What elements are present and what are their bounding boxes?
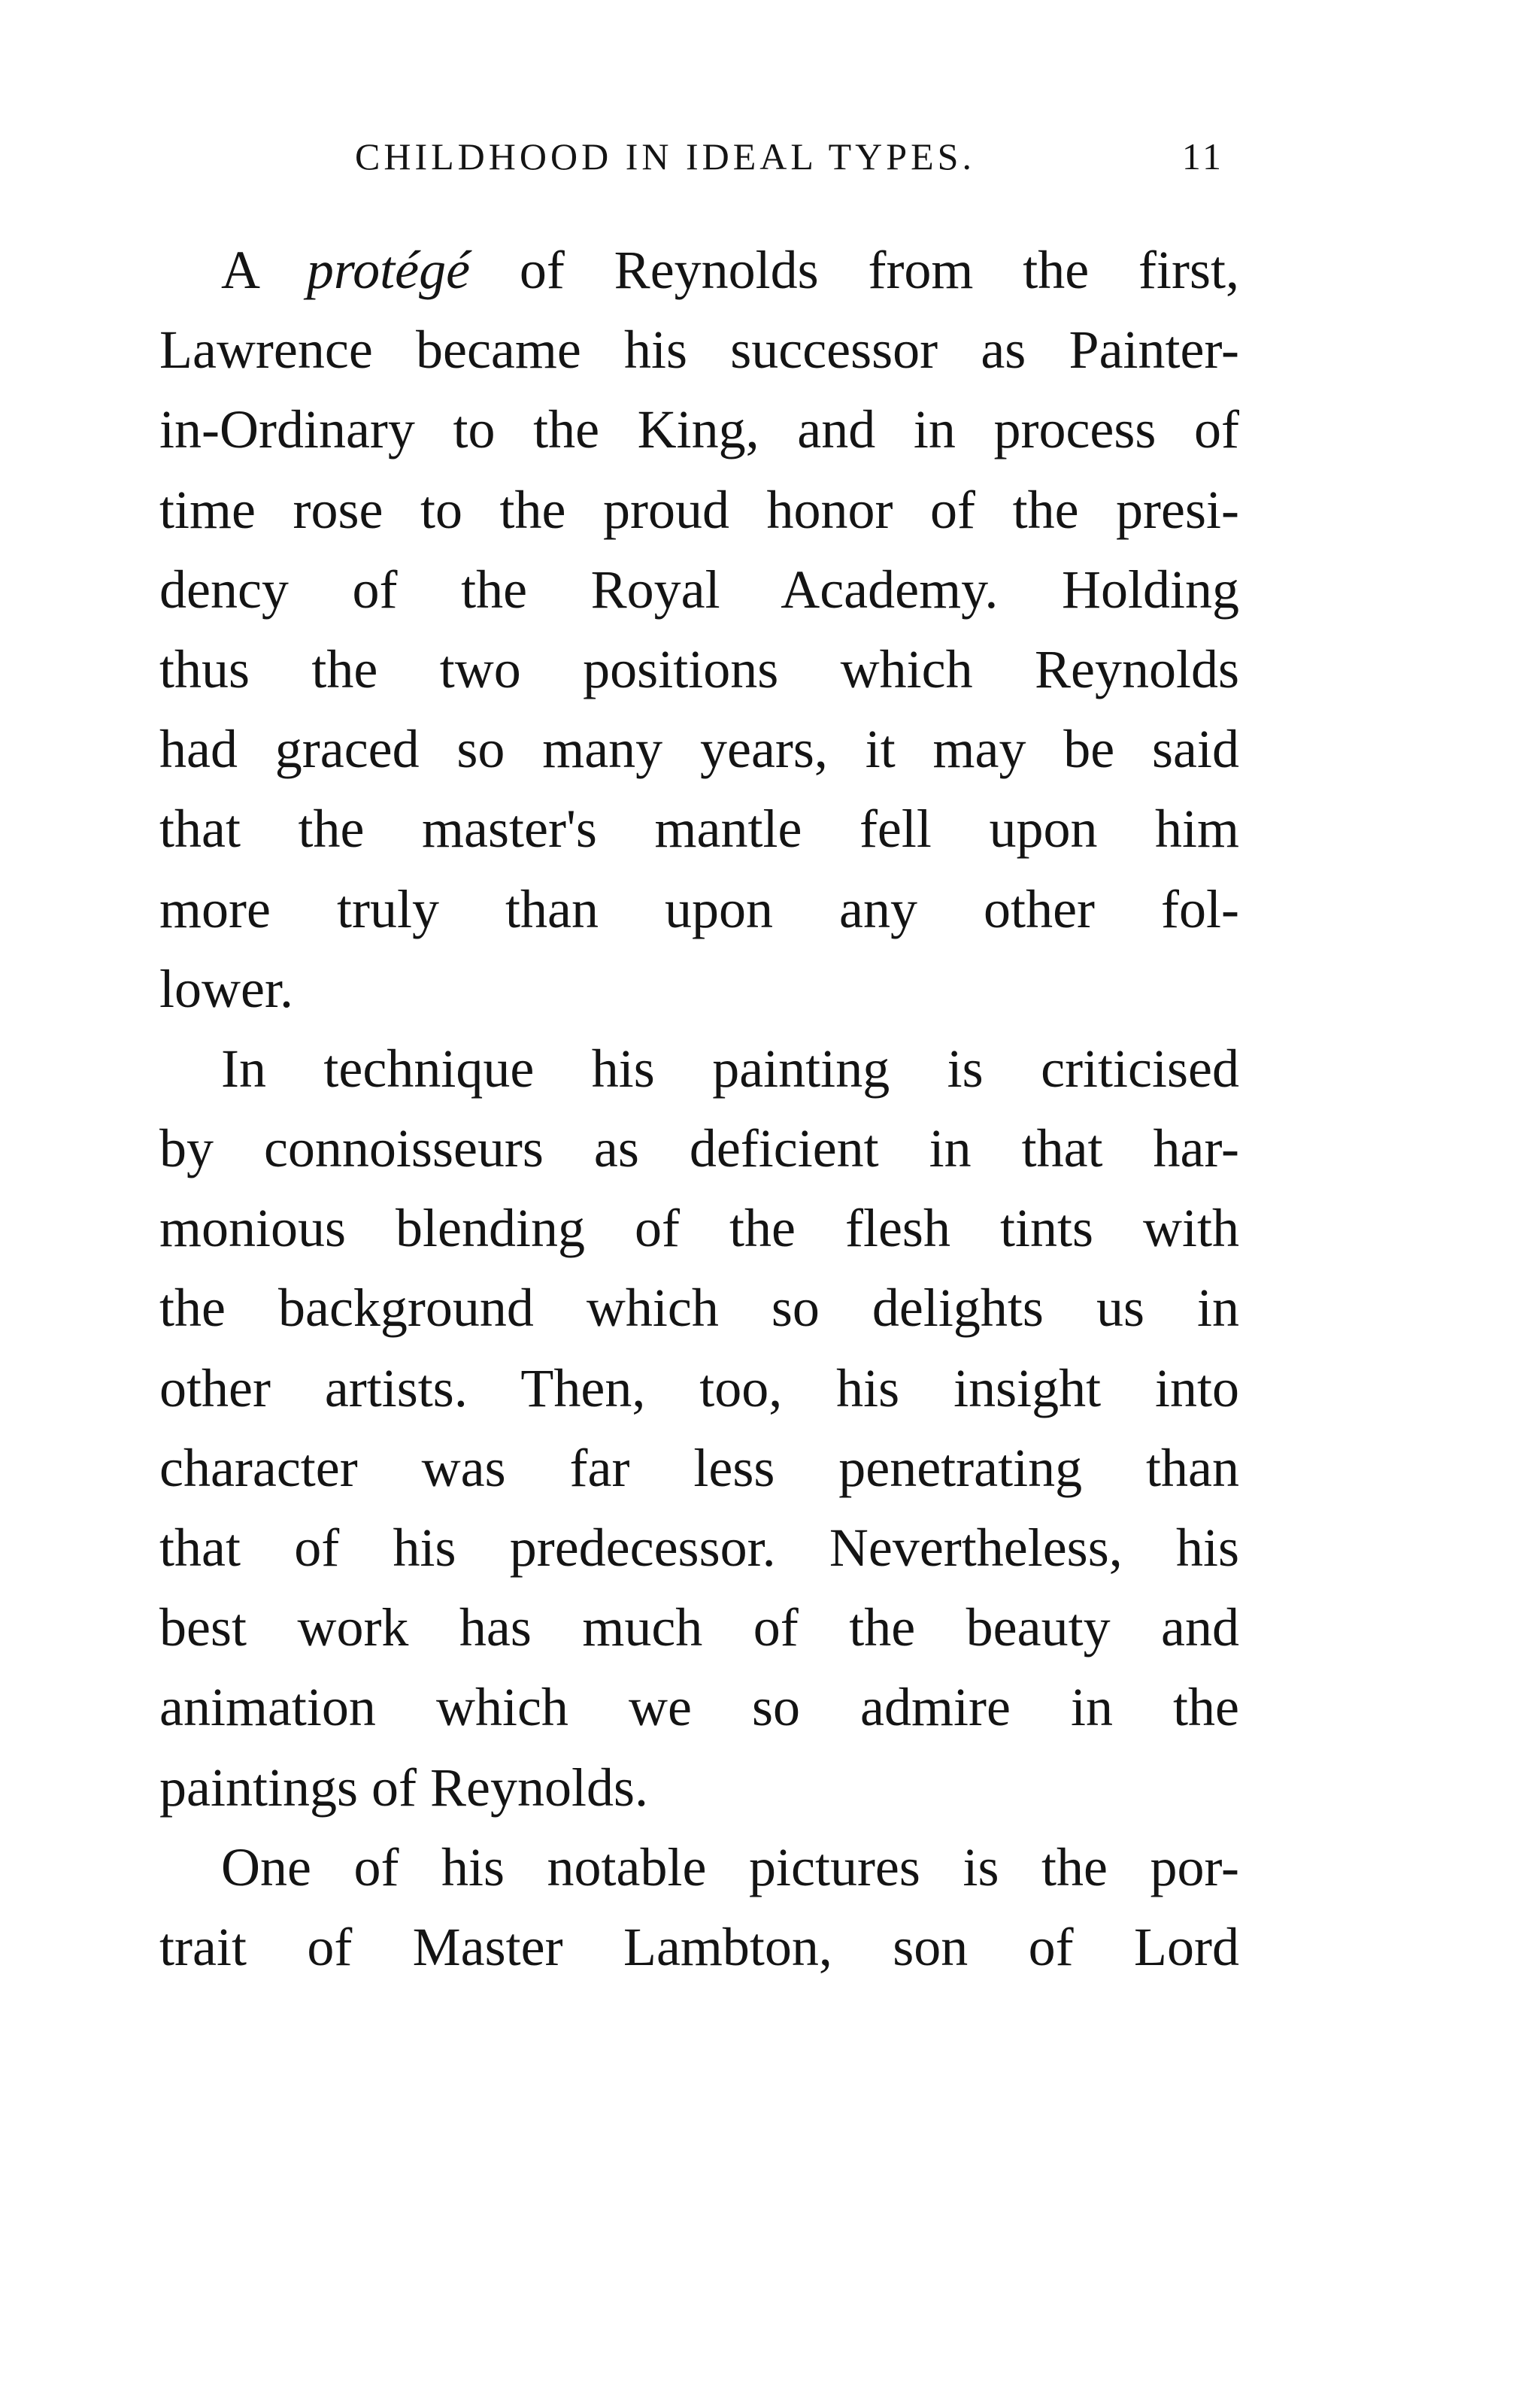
text-line: in-Ordinary to the King, and in process of — [159, 399, 1239, 460]
text-line: In technique his painting is criticised — [221, 1038, 1239, 1099]
body-text — [159, 230, 1239, 1987]
text-line: dency of the Royal Academy. Holding — [159, 559, 1239, 620]
text-run: A — [221, 240, 307, 300]
text-line: that of his predecessor. Nevertheless, his — [159, 1518, 1239, 1578]
text-line: thus the two positions which Reynolds — [159, 638, 1239, 699]
paragraph — [159, 1827, 1239, 1987]
text-line: paintings of Reynolds. — [159, 1757, 648, 1818]
text-line: animation which we so admire in the — [159, 1677, 1239, 1738]
text-line: One of his notable pictures is the por- — [221, 1836, 1239, 1897]
text-line: best work has much of the beauty and — [159, 1597, 1239, 1658]
page-header — [159, 126, 1239, 187]
text-line: Lawrence became his successor as Painter- — [159, 320, 1239, 381]
text-line: that the master's mantle fell upon him — [159, 799, 1239, 860]
italic-word: protégé — [306, 240, 471, 300]
text-run: of Reynolds from the first, — [470, 240, 1239, 300]
paragraph — [159, 1029, 1239, 1827]
text-line: by connoisseurs as deficient in that har- — [159, 1118, 1239, 1179]
text-line: character was far less penetrating than — [159, 1437, 1239, 1498]
text-line: lower. — [159, 958, 293, 1019]
text-line: time rose to the proud honor of the presi- — [159, 479, 1239, 540]
text-line: had graced so many years, it may be said — [159, 719, 1239, 780]
page-number: 11 — [1181, 135, 1224, 177]
running-head: CHILDHOOD IN IDEAL TYPES. — [355, 135, 975, 177]
text-line: other artists. Then, too, his insight into — [159, 1357, 1239, 1418]
text-line: the background which so delights us in — [159, 1278, 1239, 1339]
text-line: trait of Master Lambton, son of Lord — [159, 1916, 1239, 1977]
text-line: monious blending of the flesh tints with — [159, 1198, 1239, 1259]
paragraph — [159, 230, 1239, 1029]
text-line — [159, 230, 1239, 310]
text-line: more truly than upon any other fol- — [159, 878, 1239, 939]
